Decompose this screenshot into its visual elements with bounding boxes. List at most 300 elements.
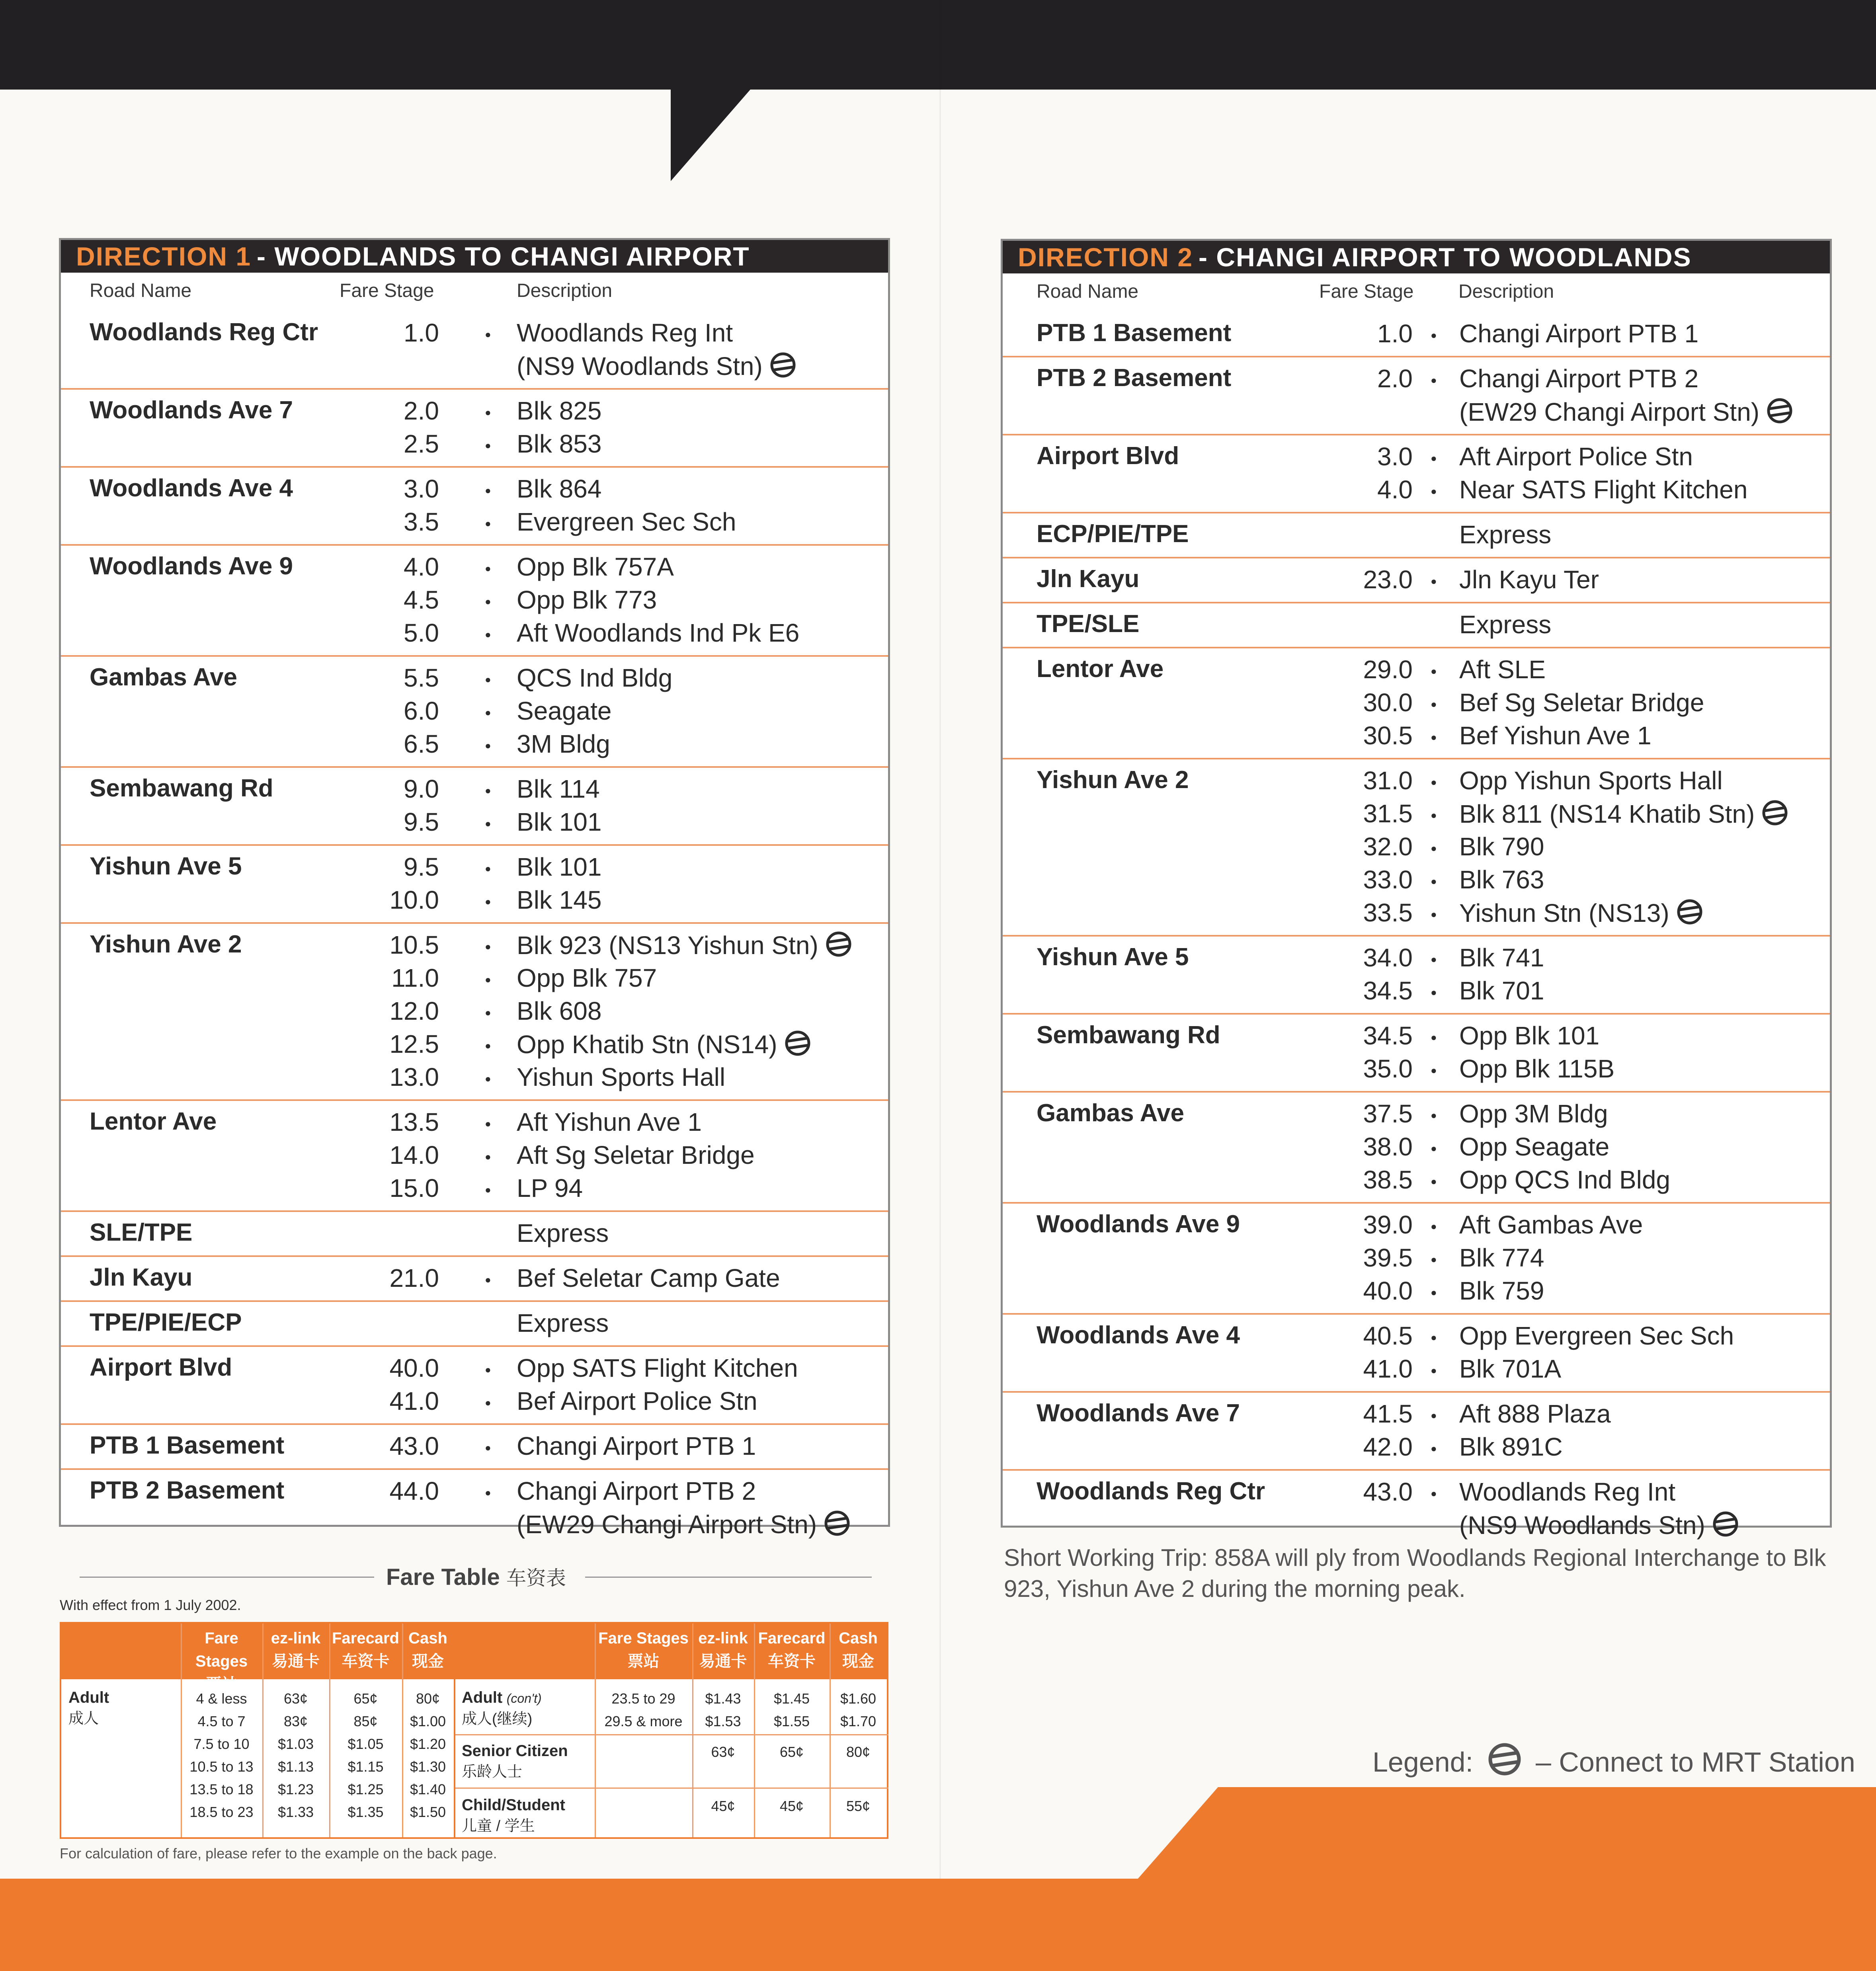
road-name: Lentor Ave <box>1037 655 1164 683</box>
bullet: ● <box>485 1118 491 1130</box>
orange-band-angle <box>1134 1787 1218 1883</box>
fare-stage: 1.0 <box>1377 319 1413 348</box>
stop-description: Blk 145 <box>517 886 602 914</box>
stop-description: Bef Yishun Ave 1 <box>1459 721 1652 750</box>
road-name: PTB 2 Basement <box>1037 364 1232 392</box>
legend-label: Legend: <box>1372 1747 1474 1778</box>
fare-cell: $1.55 <box>773 1713 810 1729</box>
legend <box>1372 1741 1855 1778</box>
bullet: ● <box>1431 1064 1437 1076</box>
fare-stage: 38.5 <box>1363 1165 1413 1194</box>
fare-stage: 12.5 <box>389 1030 439 1058</box>
fare-stage: 9.0 <box>404 775 439 803</box>
stop-description: Blk 741 <box>1459 943 1544 972</box>
fare-cell: $1.43 <box>705 1690 741 1707</box>
bullet: ● <box>1431 485 1437 497</box>
stop-description: Aft Airport Police Stn <box>1459 442 1693 471</box>
road-name: Sembawang Rd <box>1037 1021 1220 1049</box>
stop-description: Bef Airport Police Stn <box>517 1387 757 1415</box>
legend-text: – Connect to MRT Station <box>1535 1747 1855 1778</box>
fare-stage: 10.0 <box>389 886 439 914</box>
stop-description: Changi Airport PTB 1 <box>1459 319 1699 348</box>
stop-description: Opp Blk 757A <box>517 552 674 581</box>
stop-line <box>61 696 888 729</box>
road-name: Lentor Ave <box>90 1108 217 1135</box>
fare-cell: $1.60 <box>840 1690 877 1707</box>
bullet: ● <box>1431 1409 1437 1421</box>
stop-description: Opp Blk 757 <box>517 964 657 992</box>
fare-cell: 23.5 to 29 <box>611 1690 675 1707</box>
stop-line <box>1003 865 1830 898</box>
bullet: ● <box>485 595 491 607</box>
bullet: ● <box>1431 665 1437 677</box>
route-row <box>61 1257 888 1302</box>
direction-2-rows <box>1003 312 1830 1547</box>
bullet: ● <box>485 974 491 986</box>
mrt-icon <box>825 930 853 958</box>
bullet: ● <box>1431 1442 1437 1454</box>
fare-stage: 33.5 <box>1363 898 1413 927</box>
stop-description: (EW29 Changi Airport Stn) <box>517 1509 851 1539</box>
top-band-angle <box>671 90 750 181</box>
direction-2-column-headers <box>1003 273 1830 312</box>
fare-table-heading <box>80 1562 872 1590</box>
fare-cell: $1.33 <box>277 1804 314 1820</box>
stop-line <box>61 963 888 996</box>
stop-description: QCS Ind Bldg <box>517 664 673 692</box>
route-row <box>1003 312 1830 357</box>
bullet: ● <box>1431 842 1437 854</box>
description-header: Description <box>517 280 613 301</box>
fare-cell: $1.45 <box>773 1690 810 1707</box>
fare-stage: 11.0 <box>391 964 439 992</box>
fare-cell: 29.5 & more <box>604 1713 683 1729</box>
senior-cash: 80¢ <box>846 1744 871 1760</box>
fare-stage: 43.0 <box>389 1432 439 1460</box>
fare-stage: 2.0 <box>1377 364 1413 393</box>
road-name: Gambas Ave <box>90 664 238 691</box>
route-row <box>61 1470 888 1546</box>
bullet: ● <box>1431 1331 1437 1343</box>
direction-2-prefix: DIRECTION 2 <box>1018 242 1193 272</box>
hdr-fare-stages-2: Fare Stages 票站 <box>598 1629 689 1670</box>
fare-cell: $1.20 <box>410 1736 446 1752</box>
stop-line <box>1003 688 1830 721</box>
stop-line <box>1003 1432 1830 1465</box>
bullet: ● <box>485 1397 491 1409</box>
top-dark-band <box>0 0 1876 90</box>
fare-cell: 10.5 to 13 <box>189 1758 254 1775</box>
stop-description: Blk 891C <box>1459 1432 1563 1461</box>
stop-line <box>1003 1477 1830 1510</box>
stop-description: Express <box>517 1309 609 1337</box>
route-row <box>61 924 888 1101</box>
stop-description: Opp Evergreen Sec Sch <box>1459 1321 1734 1350</box>
stop-description: Aft Woodlands Ind Pk E6 <box>517 619 800 647</box>
stop-line <box>1003 766 1830 799</box>
bullet: ● <box>485 439 491 451</box>
mrt-icon <box>784 1029 812 1057</box>
fare-cell: $1.05 <box>347 1736 384 1752</box>
stop-description: Opp Blk 101 <box>1459 1021 1600 1050</box>
adult-ezlink <box>262 1687 329 1823</box>
bullet: ● <box>1431 953 1437 965</box>
stop-line <box>61 852 888 885</box>
road-name: PTB 1 Basement <box>1037 319 1232 347</box>
stop-description: Aft Yishun Ave 1 <box>517 1108 702 1136</box>
stop-line <box>61 663 888 696</box>
route-row <box>1003 1393 1830 1471</box>
stop-line <box>61 1509 888 1542</box>
road-name: Yishun Ave 2 <box>90 931 242 958</box>
route-row <box>1003 1471 1830 1547</box>
stop-line <box>1003 1243 1830 1276</box>
stop-description: Near SATS Flight Kitchen <box>1459 475 1748 504</box>
stop-description: Blk 853 <box>517 429 602 458</box>
fare-stage: 14.0 <box>389 1141 439 1169</box>
stop-description: Changi Airport PTB 2 <box>517 1477 756 1505</box>
direction-1-column-headers <box>61 273 888 312</box>
fare-stage: 33.0 <box>1363 865 1413 894</box>
mrt-icon <box>1766 397 1794 425</box>
bullet: ● <box>485 1184 491 1196</box>
route-row <box>61 657 888 768</box>
fare-stage: 34.0 <box>1363 943 1413 972</box>
stop-line <box>61 807 888 840</box>
stop-description: Blk 608 <box>517 997 602 1025</box>
bullet: ● <box>485 896 491 907</box>
road-name: Yishun Ave 5 <box>1037 943 1189 971</box>
child-label: Child/Student 儿童 / 学生 <box>462 1796 565 1834</box>
row-line <box>455 1734 888 1735</box>
bullet: ● <box>485 328 491 340</box>
fare-stage: 23.0 <box>1363 565 1413 594</box>
fare-stage: 1.0 <box>404 318 439 347</box>
road-name: Woodlands Ave 7 <box>90 396 293 424</box>
stop-line <box>61 1062 888 1095</box>
direction-1-header <box>61 240 888 273</box>
stop-description: Changi Airport PTB 2 <box>1459 364 1699 393</box>
route-row <box>61 1425 888 1470</box>
bullet: ● <box>1431 776 1437 788</box>
fare-stage: 34.5 <box>1363 976 1413 1005</box>
stop-line <box>1003 721 1830 754</box>
fare-stage: 13.5 <box>389 1108 439 1136</box>
fare-stage: 9.5 <box>404 853 439 881</box>
stop-line <box>1003 364 1830 397</box>
fare-cell: $1.23 <box>277 1781 314 1797</box>
stop-line <box>61 396 888 429</box>
fare-cell: $1.53 <box>705 1713 741 1729</box>
hdr-ezlink-1: ez-link 易通卡 <box>271 1629 321 1670</box>
bullet: ● <box>1431 1253 1437 1265</box>
heading-rule-left <box>80 1577 374 1578</box>
bullet: ● <box>485 517 491 529</box>
fare-stage: 40.0 <box>389 1354 439 1382</box>
stop-line <box>1003 610 1830 643</box>
fare-stage: 40.5 <box>1363 1321 1413 1350</box>
bullet: ● <box>1431 731 1437 743</box>
road-name: Woodlands Reg Ctr <box>90 318 318 346</box>
route-row <box>1003 357 1830 435</box>
stop-description: (NS9 Woodlands Stn) <box>1459 1510 1739 1540</box>
stop-line <box>61 507 888 540</box>
hdr-ezlink-2: ez-link 易通卡 <box>698 1629 748 1670</box>
direction-1-title: - WOODLANDS TO CHANGI AIRPORT <box>257 242 750 271</box>
fare-stage: 31.5 <box>1363 799 1413 828</box>
route-row <box>1003 558 1830 603</box>
fare-table-title-en: Fare Table <box>386 1564 500 1590</box>
fare-cell: $1.03 <box>277 1736 314 1752</box>
bullet: ● <box>485 628 491 640</box>
fare-cell: $1.30 <box>410 1758 446 1775</box>
stop-description: Woodlands Reg Int <box>1459 1477 1676 1506</box>
stop-line <box>1003 565 1830 598</box>
bullet: ● <box>1431 374 1437 386</box>
fare-stage: 3.0 <box>1377 442 1413 471</box>
road-name-header: Road Name <box>90 280 192 301</box>
road-name: Woodlands Ave 4 <box>1037 1321 1240 1349</box>
route-row <box>1003 1093 1830 1204</box>
stop-line <box>1003 1099 1830 1132</box>
route-row <box>1003 435 1830 513</box>
bullet: ● <box>1431 575 1437 587</box>
stop-description: Aft SLE <box>1459 655 1546 684</box>
heading-rule-right <box>585 1577 872 1578</box>
fare-stage: 30.0 <box>1363 688 1413 717</box>
fare-stage: 44.0 <box>389 1477 439 1505</box>
bullet: ● <box>1431 698 1437 710</box>
road-name: Gambas Ave <box>1037 1099 1185 1127</box>
fare-cell: 4 & less <box>196 1690 247 1707</box>
mrt-icon <box>1676 898 1704 926</box>
stop-line <box>61 1431 888 1464</box>
mrt-icon <box>1761 799 1789 827</box>
bullet: ● <box>1431 1220 1437 1232</box>
route-row <box>61 1101 888 1212</box>
page-fold <box>939 0 941 1971</box>
senior-label: Senior Citizen 乐龄人士 <box>462 1742 568 1780</box>
stop-description: Opp Blk 115B <box>1459 1054 1615 1083</box>
fare-stage: 37.5 <box>1363 1099 1413 1128</box>
bullet: ● <box>485 673 491 685</box>
road-name: Airport Blvd <box>1037 442 1179 470</box>
bullet: ● <box>485 818 491 829</box>
fare-cell: 85¢ <box>353 1713 378 1729</box>
stop-description: Bef Seletar Camp Gate <box>517 1264 780 1292</box>
fare-cell: $1.00 <box>410 1713 446 1729</box>
fare-stage: 21.0 <box>389 1264 439 1292</box>
route-row <box>1003 937 1830 1015</box>
bullet: ● <box>1431 1286 1437 1298</box>
stop-line <box>1003 1165 1830 1198</box>
direction-1-rows <box>61 312 888 1546</box>
route-row <box>1003 603 1830 648</box>
direction-1-panel <box>59 238 890 1539</box>
hdr-cash-2: Cash 现金 <box>839 1629 878 1670</box>
fare-cell: 4.5 to 7 <box>197 1713 246 1729</box>
route-row <box>61 846 888 924</box>
stop-line <box>61 1476 888 1509</box>
stop-description: (EW29 Changi Airport Stn) <box>1459 397 1794 427</box>
direction-2-title: - CHANGI AIRPORT TO WOODLANDS <box>1199 242 1692 272</box>
fare-stage: 39.0 <box>1363 1210 1413 1239</box>
stop-description: Blk 790 <box>1459 832 1544 861</box>
route-row <box>61 468 888 546</box>
stop-line <box>61 1029 888 1062</box>
stop-line <box>1003 442 1830 475</box>
stop-description: Blk 701A <box>1459 1354 1562 1383</box>
fare-stage: 12.0 <box>389 997 439 1025</box>
adult-cont-stages <box>595 1687 692 1733</box>
fare-stage: 41.5 <box>1363 1399 1413 1428</box>
stop-description: LP 94 <box>517 1174 583 1202</box>
stop-line <box>61 885 888 918</box>
child-ezlink: 45¢ <box>711 1798 735 1814</box>
stop-line <box>61 585 888 618</box>
stop-line <box>1003 655 1830 688</box>
stop-description: Jln Kayu Ter <box>1459 565 1599 594</box>
stop-description: Aft Gambas Ave <box>1459 1210 1643 1239</box>
stop-line <box>1003 832 1830 865</box>
stop-line <box>1003 1399 1830 1432</box>
fare-stage: 43.0 <box>1363 1477 1413 1506</box>
road-name: Yishun Ave 5 <box>90 853 242 880</box>
stop-description: Yishun Sports Hall <box>517 1063 726 1091</box>
road-name: TPE/SLE <box>1037 610 1140 638</box>
road-name: Airport Blvd <box>90 1354 232 1381</box>
stop-line <box>1003 1354 1830 1387</box>
route-row <box>61 546 888 657</box>
route-row <box>1003 648 1830 759</box>
fare-stage-header: Fare Stage <box>340 280 434 301</box>
bullet: ● <box>1431 986 1437 998</box>
stop-line <box>61 1308 888 1341</box>
stop-description: Aft 888 Plaza <box>1459 1399 1611 1428</box>
bullet: ● <box>1431 809 1437 821</box>
hdr-farecard-2: Farecard 车资卡 <box>758 1629 826 1670</box>
road-name: Jln Kayu <box>1037 565 1140 593</box>
stop-description: Bef Sg Seletar Bridge <box>1459 688 1704 717</box>
stop-line <box>1003 943 1830 976</box>
description-header: Description <box>1458 281 1554 302</box>
stop-line <box>1003 799 1830 832</box>
adult-cash <box>402 1687 454 1823</box>
fare-stage: 4.0 <box>1377 475 1413 504</box>
adult-cont-label: Adult (con't) 成人(继续) <box>462 1689 542 1727</box>
adult-cont-farecard <box>754 1687 830 1733</box>
fare-cell: 80¢ <box>416 1690 440 1707</box>
bullet: ● <box>485 1364 491 1376</box>
fare-stage: 6.0 <box>404 697 439 725</box>
stop-line <box>1003 319 1830 352</box>
fare-cell: 18.5 to 23 <box>189 1804 254 1820</box>
fare-stage: 2.5 <box>404 429 439 458</box>
stop-description: 3M Bldg <box>517 730 610 758</box>
road-name: Woodlands Ave 7 <box>1037 1399 1240 1427</box>
senior-ezlink: 63¢ <box>711 1744 735 1760</box>
route-row <box>1003 1315 1830 1393</box>
stop-line <box>61 930 888 963</box>
hdr-cash-1: Cash 现金 <box>408 1629 447 1670</box>
direction-2-panel <box>1001 239 1832 1540</box>
road-name: ECP/PIE/TPE <box>1037 520 1189 548</box>
adult-stages <box>181 1687 262 1823</box>
stop-line <box>61 351 888 384</box>
stop-description: Opp 3M Bldg <box>1459 1099 1608 1128</box>
bullet: ● <box>1431 1142 1437 1154</box>
stop-description: Opp SATS Flight Kitchen <box>517 1354 798 1382</box>
bullet: ● <box>1431 908 1437 920</box>
stop-line <box>61 474 888 507</box>
stop-line <box>61 774 888 807</box>
stop-line <box>61 429 888 462</box>
fare-cell: $1.25 <box>347 1781 384 1797</box>
child-farecard: 45¢ <box>779 1798 804 1814</box>
fare-stage: 2.0 <box>404 396 439 425</box>
fare-cell: 65¢ <box>353 1690 378 1707</box>
stop-line <box>61 1107 888 1140</box>
stop-description: Blk 101 <box>517 853 602 881</box>
stop-line <box>1003 898 1830 931</box>
hdr-fare-stages-1: Fare Stages 票站 <box>195 1629 248 1693</box>
fare-stage: 9.5 <box>404 808 439 836</box>
stop-line <box>1003 1021 1830 1054</box>
route-row <box>1003 1015 1830 1093</box>
bullet: ● <box>1431 329 1437 341</box>
stop-description: Woodlands Reg Int <box>517 318 733 347</box>
route-row <box>1003 759 1830 937</box>
stop-description: Blk 774 <box>1459 1243 1544 1272</box>
bullet: ● <box>485 784 491 796</box>
stop-line <box>1003 1321 1830 1354</box>
road-name: Woodlands Reg Ctr <box>1037 1477 1265 1505</box>
road-name: TPE/PIE/ECP <box>90 1309 242 1336</box>
stop-line <box>61 1263 888 1296</box>
fare-cell: $1.13 <box>277 1758 314 1775</box>
stop-description: (NS9 Woodlands Stn) <box>517 351 797 381</box>
fare-stage: 41.0 <box>1363 1354 1413 1383</box>
road-name: Woodlands Ave 4 <box>90 474 293 502</box>
bullet: ● <box>485 1487 491 1499</box>
effective-date: With effect from 1 July 2002. <box>60 1597 241 1613</box>
bullet: ● <box>485 562 491 574</box>
stop-line <box>1003 1276 1830 1309</box>
fare-stage: 3.5 <box>404 507 439 536</box>
stop-description: Opp Yishun Sports Hall <box>1459 766 1723 795</box>
mrt-icon <box>1487 1741 1523 1777</box>
orange-band-upper <box>1218 1787 1876 1883</box>
road-name-header: Road Name <box>1037 281 1139 302</box>
stop-line <box>61 1386 888 1419</box>
stop-line <box>1003 976 1830 1009</box>
stop-description: Blk 864 <box>517 474 602 503</box>
route-row <box>61 768 888 846</box>
stop-line <box>61 1140 888 1173</box>
bullet: ● <box>1431 1487 1437 1499</box>
fare-stage: 39.5 <box>1363 1243 1413 1272</box>
stop-description: Blk 923 (NS13 Yishun Stn) <box>517 930 853 960</box>
fare-table-title <box>386 1562 566 1591</box>
stop-description: Express <box>1459 520 1552 549</box>
road-name: Sembawang Rd <box>90 775 273 802</box>
route-row <box>61 390 888 468</box>
road-name: PTB 2 Basement <box>90 1477 285 1504</box>
adult-label: Adult 成人 <box>68 1689 109 1727</box>
stop-line <box>1003 1210 1830 1243</box>
stop-description: Express <box>1459 610 1552 639</box>
fare-cell: 83¢ <box>283 1713 308 1729</box>
